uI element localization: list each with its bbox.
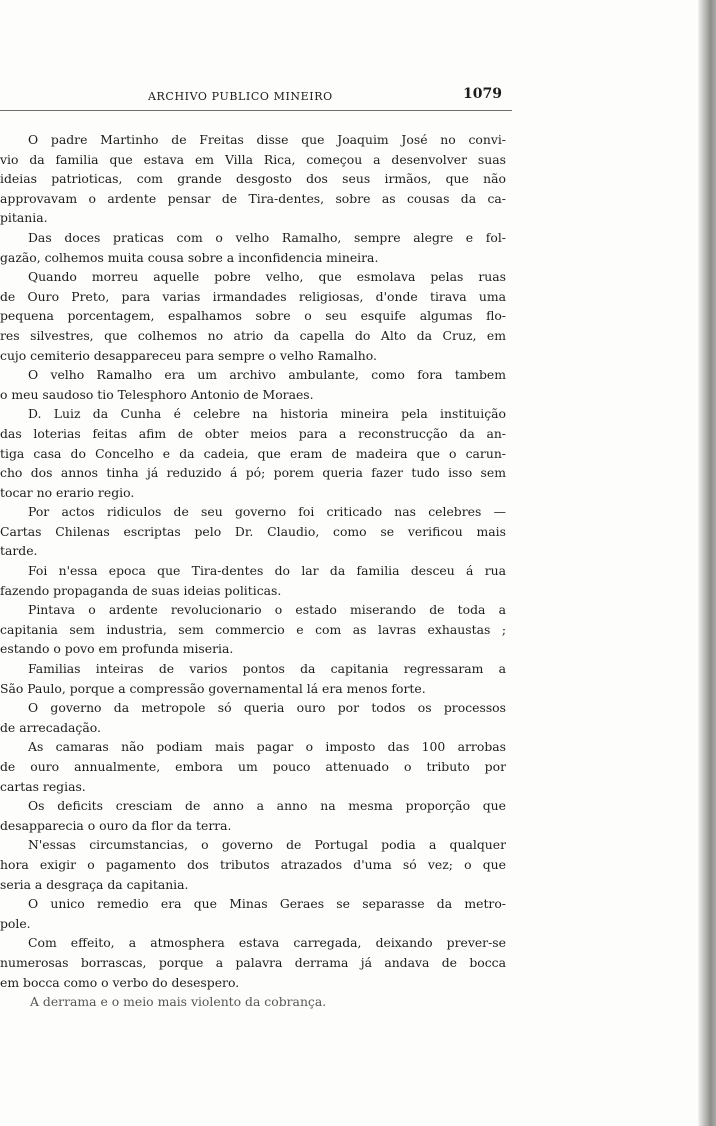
text-line: estando o povo em profunda miseria.: [0, 641, 234, 657]
text-line: Pintava o ardente revolucionario o estado miserando de toda a: [28, 602, 506, 618]
text-line: numerosas borrascas, porque a palavra derrama já andava de bocca: [0, 954, 506, 970]
text-line: São Paulo, porque a compressão governamental lá era menos forte.: [0, 680, 426, 696]
text-line: desapparecia o ouro da flor da terra.: [0, 817, 232, 833]
text-line: Foi n'essa epoca que Tira-dentes do lar da familia desceu á rua: [28, 563, 506, 579]
binding-edge: [698, 0, 716, 1126]
text-line: pitania.: [0, 210, 48, 226]
text-line: Quando morreu aquelle pobre velho, que esmolava pelas ruas: [28, 269, 506, 285]
text-line: Das doces praticas com o velho Ramalho, sempre alegre e fol-: [28, 229, 506, 245]
text-line: pequena porcentagem, espalhamos sobre o seu esquife algumas flo-: [0, 308, 506, 324]
text-line: em bocca como o verbo do desespero.: [0, 974, 240, 990]
text-line: das loterias feitas afim de obter meios para a reconstrucção da an-: [0, 425, 506, 441]
text-line: As camaras não podiam mais pagar o imposto das 100 arrobas: [28, 739, 506, 755]
text-line: gazão, colhemos muita cousa sobre a inconfidencia mineira.: [0, 249, 379, 265]
text-line: de ouro annualmente, embora um pouco attenuado o tributo por: [0, 759, 506, 774]
text-line: D. Luiz da Cunha é celebre na historia mineira pela instituição: [28, 406, 506, 422]
text-line: cho dos annos tinha já reduzido á pó; porem queria fazer tudo isso sem: [0, 465, 506, 481]
text-line: cartas regias.: [0, 778, 86, 794]
text-line: Por actos ridiculos de seu governo foi criticado nas celebres —: [28, 504, 506, 520]
text-line: fazendo propaganda de suas ideias politicas.: [0, 582, 282, 598]
text-line: tarde.: [0, 543, 38, 559]
text-line: A derrama e o meio mais violento da cobrança.: [30, 994, 327, 1010]
text-line: capitania sem industria, sem commercio e com as lavras exhaustas ;: [0, 621, 506, 637]
text-line: seria a desgraça da capitania.: [0, 876, 189, 892]
text-line: tocar no erario regio.: [0, 484, 135, 500]
text-line: de Ouro Preto, para varias irmandades religiosas, d'onde tirava uma: [0, 288, 506, 304]
text-line: Com effeito, a atmosphera estava carregada, deixando prever-se: [28, 935, 506, 951]
text-line: tiga casa do Concelho e da cadeia, que eram de madeira que o carun-: [0, 445, 506, 461]
text-line: pole.: [0, 915, 31, 931]
text-line: res silvestres, que colhemos no atrio da capella do Alto da Cruz, em: [0, 327, 506, 343]
text-line: de arrecadação.: [0, 719, 101, 735]
page-number: 1079: [463, 86, 502, 102]
text-line: O padre Martinho de Freitas disse que Joaquim José no convi-: [28, 132, 506, 147]
text-line: o meu saudoso tio Telesphoro Antonio de Moraes.: [0, 386, 314, 402]
body-text: [0, 130, 506, 1012]
text-line: O unico remedio era que Minas Geraes se separasse da metro-: [28, 896, 506, 912]
text-line: Cartas Chilenas escriptas pelo Dr. Claudio, como se verificou mais: [0, 523, 506, 539]
text-line: N'essas circumstancias, o governo de Portugal podia a qualquer: [28, 837, 506, 853]
text-line: approvavam o ardente pensar de Tira-dentes, sobre as cousas da ca-: [0, 190, 506, 206]
text-line: vio da familia que estava em Villa Rica, começou a desenvolver suas: [0, 151, 506, 167]
running-title: ARCHIVO PUBLICO MINEIRO: [148, 90, 333, 103]
text-line: Familias inteiras de varios pontos da capitania regressaram a: [28, 661, 506, 677]
text-line: Os deficits cresciam de anno a anno na mesma proporção que: [28, 798, 506, 814]
header-rule: [0, 110, 512, 111]
text-line: O velho Ramalho era um archivo ambulante, como fora tambem: [28, 367, 506, 383]
text-line: hora exigir o pagamento dos tributos atrazados d'uma só vez; o que: [0, 856, 506, 872]
text-line: ideias patrioticas, com grande desgosto dos seus irmãos, que não: [0, 171, 506, 187]
page-header: [0, 86, 512, 106]
text-line: cujo cemiterio desappareceu para sempre o velho Ramalho.: [0, 347, 377, 363]
text-line: O governo da metropole só queria ouro por todos os processos: [28, 700, 506, 716]
